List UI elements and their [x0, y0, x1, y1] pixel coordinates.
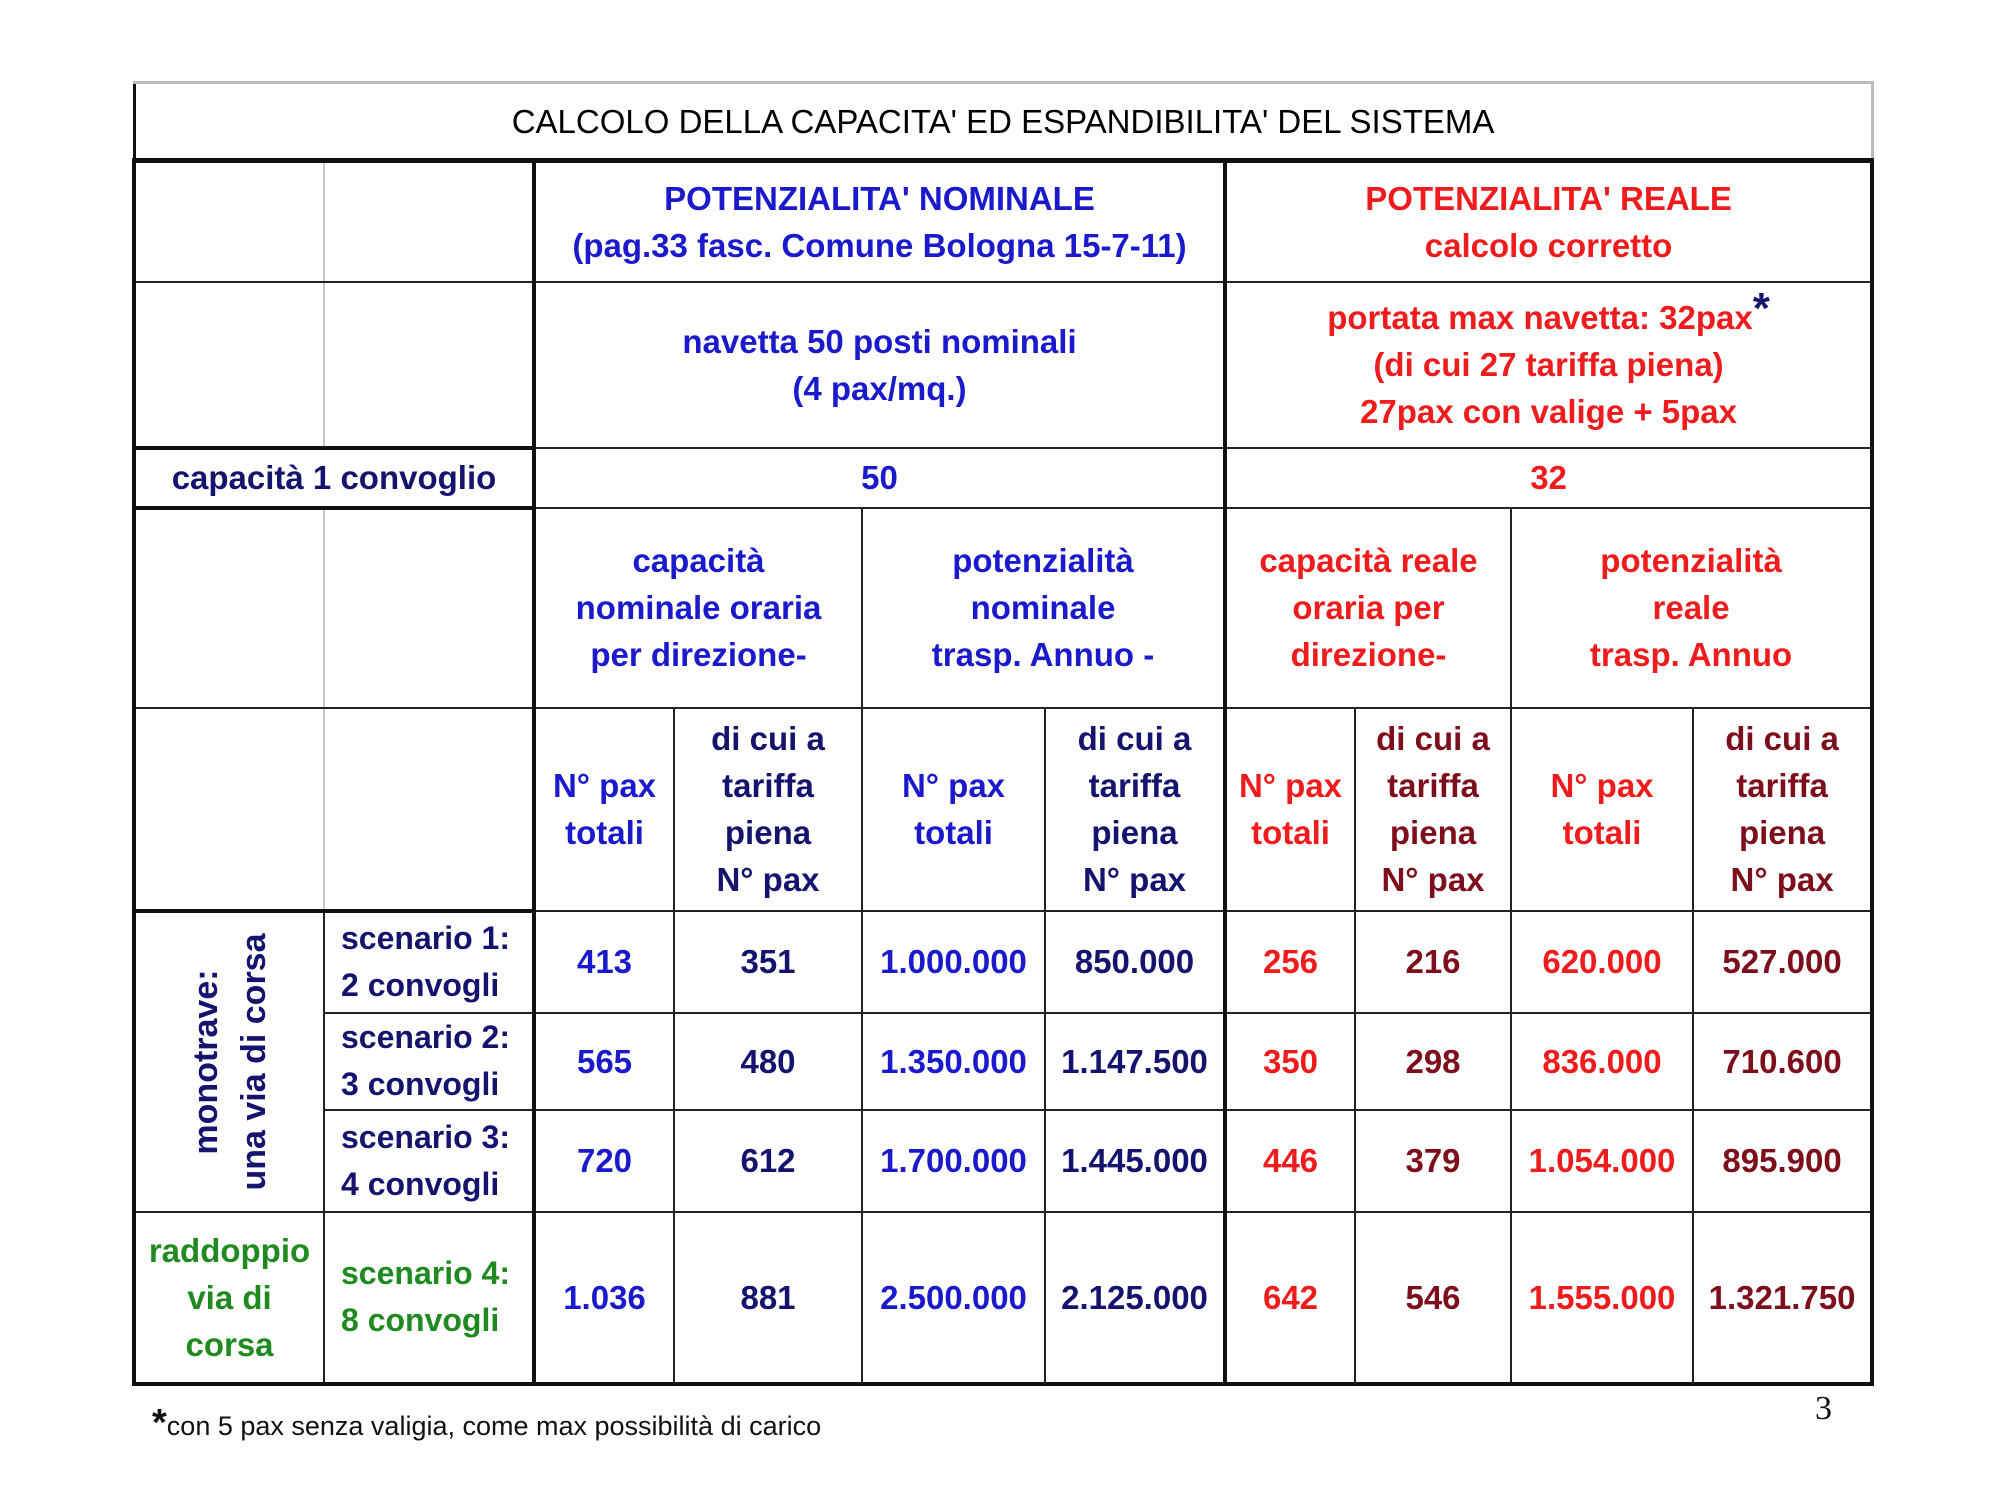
value-cell: 1.147.500: [1045, 1013, 1225, 1110]
value-cell: 446: [1225, 1110, 1355, 1212]
real-vehicle-description: portata max navetta: 32pax* (di cui 27 tariffa piena) 27pax con valige + 5pax: [1225, 282, 1872, 448]
sub-header-total: N° pax totali: [1225, 708, 1355, 911]
group-label-double-track: raddoppio via di corsa: [134, 1212, 324, 1384]
value-cell: 720: [534, 1110, 674, 1212]
value-cell: 1.445.000: [1045, 1110, 1225, 1212]
real-heading: POTENZIALITA' REALE calcolo corretto: [1225, 161, 1872, 282]
table-row: [134, 1212, 1872, 1384]
value-cell: 546: [1355, 1212, 1511, 1384]
table-row: [134, 911, 1872, 1013]
sub-header-total: N° pax totali: [862, 708, 1045, 911]
footnote-marker: *: [1752, 284, 1770, 333]
sub-header-full-fare: di cui a tariffa piena N° pax: [1693, 708, 1872, 911]
table-row: [134, 1013, 1872, 1110]
value-cell: 1.000.000: [862, 911, 1045, 1013]
value-cell: 620.000: [1511, 911, 1693, 1013]
nominal-vehicle-description: navetta 50 posti nominali (4 pax/mq.): [534, 282, 1225, 448]
real-capacity: 32: [1225, 448, 1872, 508]
capacity-table: [132, 81, 1874, 1386]
scenario-label: scenario 1: 2 convogli: [324, 911, 534, 1013]
value-cell: 612: [674, 1110, 862, 1212]
real-hourly-header: capacità reale oraria per direzione-: [1225, 508, 1511, 708]
value-cell: 1.350.000: [862, 1013, 1045, 1110]
value-cell: 1.321.750: [1693, 1212, 1872, 1384]
value-cell: 642: [1225, 1212, 1355, 1384]
nominal-capacity: 50: [534, 448, 1225, 508]
value-cell: 895.900: [1693, 1110, 1872, 1212]
nominal-annual-header: potenzialità nominale trasp. Annuo -: [862, 508, 1225, 708]
value-cell: 1.700.000: [862, 1110, 1045, 1212]
sub-header-total: N° pax totali: [534, 708, 674, 911]
value-cell: 836.000: [1511, 1013, 1693, 1110]
real-annual-header: potenzialità reale trasp. Annuo: [1511, 508, 1872, 708]
page-number: 3: [1815, 1390, 1832, 1427]
value-cell: 413: [534, 911, 674, 1013]
nominal-hourly-header: capacità nominale oraria per direzione-: [534, 508, 862, 708]
sub-header-full-fare: di cui a tariffa piena N° pax: [1045, 708, 1225, 911]
footnote: [152, 1402, 821, 1445]
sub-header-full-fare: di cui a tariffa piena N° pax: [1355, 708, 1511, 911]
value-cell: 379: [1355, 1110, 1511, 1212]
table-row: [134, 1110, 1872, 1212]
value-cell: 1.036: [534, 1212, 674, 1384]
scenario-label: scenario 4: 8 convogli: [324, 1212, 534, 1384]
value-cell: 256: [1225, 911, 1355, 1013]
value-cell: 527.000: [1693, 911, 1872, 1013]
value-cell: 480: [674, 1013, 862, 1110]
nominal-heading: POTENZIALITA' NOMINALE (pag.33 fasc. Comune Bologna 15-7-11): [534, 161, 1225, 282]
capacity-label: capacità 1 convoglio: [134, 448, 534, 508]
value-cell: 1.555.000: [1511, 1212, 1693, 1384]
scenario-label: scenario 2: 3 convogli: [324, 1013, 534, 1110]
value-cell: 881: [674, 1212, 862, 1384]
value-cell: 850.000: [1045, 911, 1225, 1013]
value-cell: 350: [1225, 1013, 1355, 1110]
table-title: CALCOLO DELLA CAPACITA' ED ESPANDIBILITA' DEL SISTEMA: [134, 83, 1872, 161]
value-cell: 216: [1355, 911, 1511, 1013]
footnote-star: *: [152, 1402, 167, 1444]
value-cell: 351: [674, 911, 862, 1013]
value-cell: 2.125.000: [1045, 1212, 1225, 1384]
sub-header-total: N° pax totali: [1511, 708, 1693, 911]
value-cell: 2.500.000: [862, 1212, 1045, 1384]
sub-header-full-fare: di cui a tariffa piena N° pax: [674, 708, 862, 911]
value-cell: 710.600: [1693, 1013, 1872, 1110]
group-label-monorail: monotrave: una via di corsa: [134, 911, 324, 1212]
value-cell: 298: [1355, 1013, 1511, 1110]
scenario-label: scenario 3: 4 convogli: [324, 1110, 534, 1212]
footnote-text: con 5 pax senza valigia, come max possibilità di carico: [166, 1411, 822, 1441]
value-cell: 565: [534, 1013, 674, 1110]
value-cell: 1.054.000: [1511, 1110, 1693, 1212]
